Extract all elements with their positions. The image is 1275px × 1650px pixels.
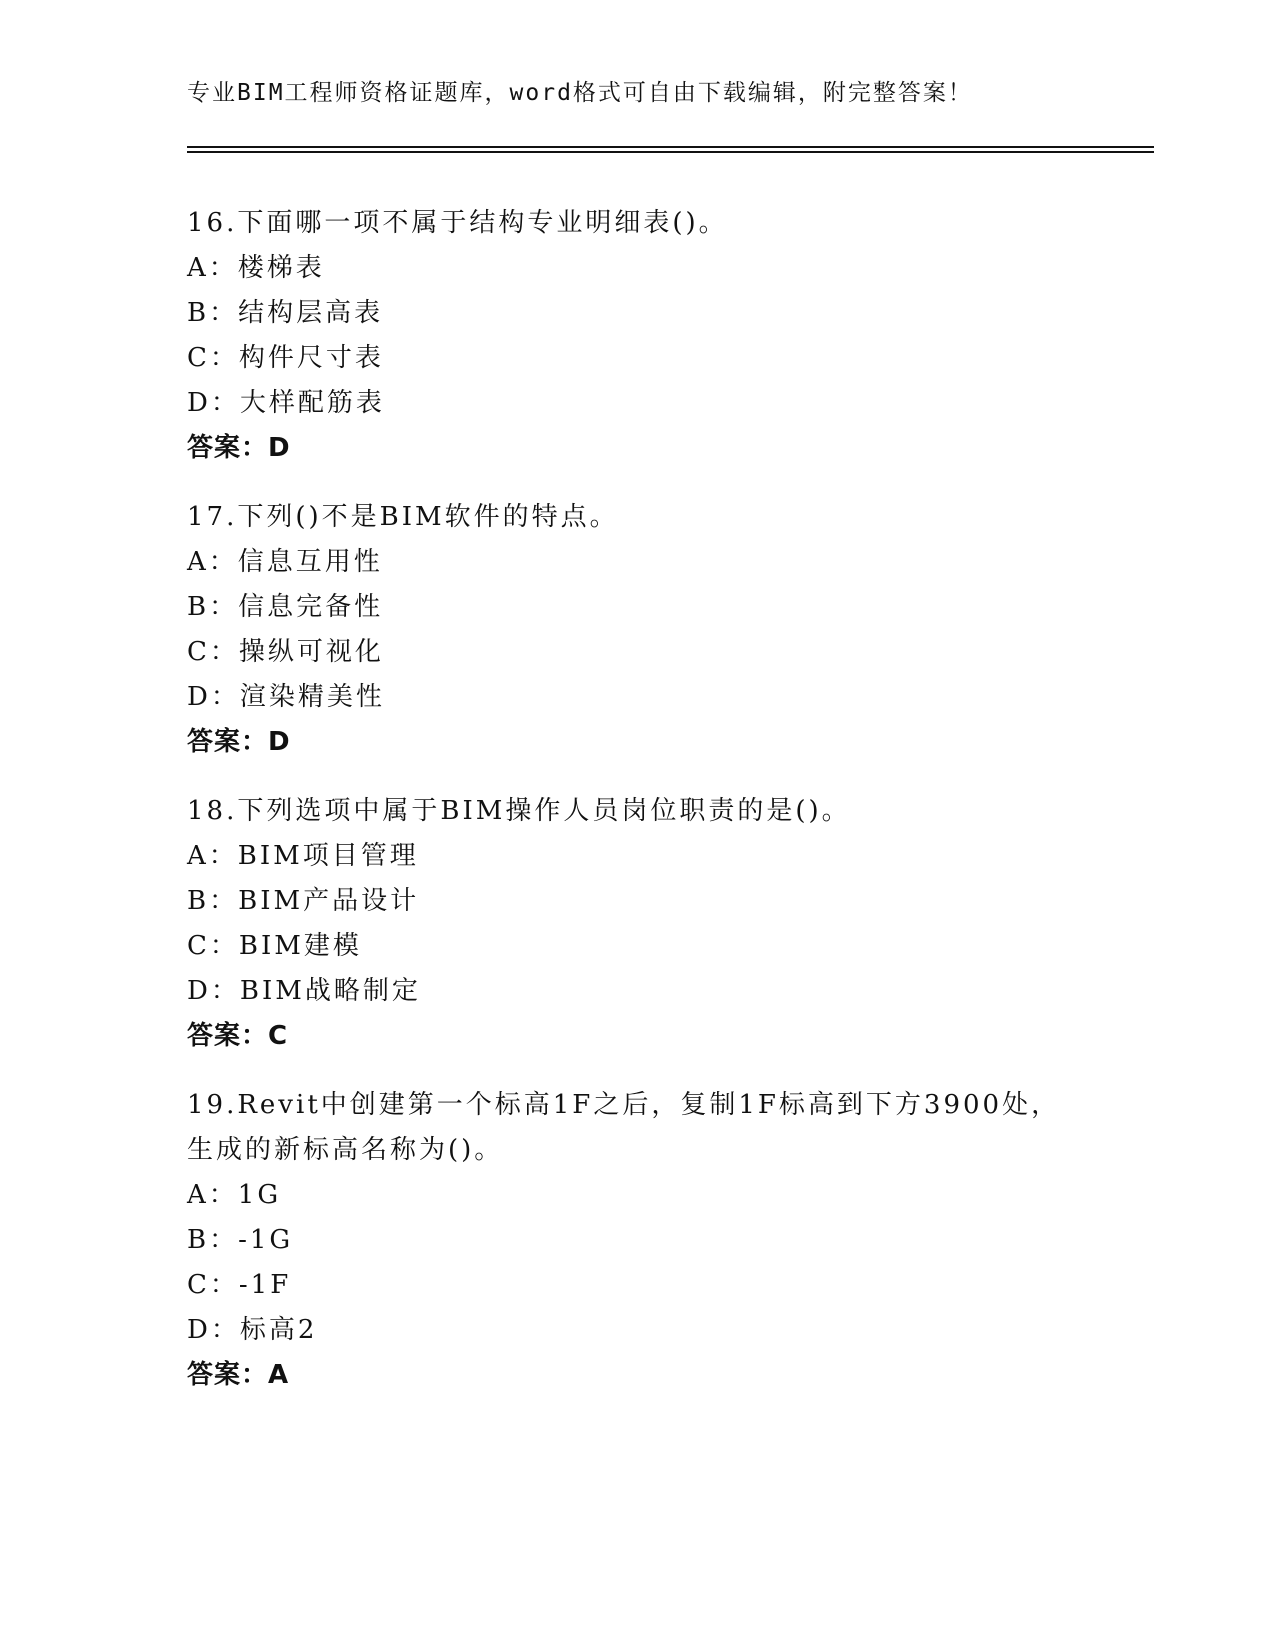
answer-line bbox=[187, 426, 1087, 471]
option-b: B：BIM产品设计 bbox=[187, 886, 420, 916]
option-a: A：BIM项目管理 bbox=[187, 841, 419, 871]
option-d: D：BIM战略制定 bbox=[187, 976, 421, 1006]
answer-value: C bbox=[268, 1021, 289, 1051]
option-b: B：结构层高表 bbox=[187, 298, 384, 328]
option-c: C：-1F bbox=[187, 1270, 292, 1300]
answer-label: 答案： bbox=[187, 1021, 269, 1051]
question-stem: 18.下列选项中属于BIM操作人员岗位职责的是()。 bbox=[187, 796, 851, 826]
option-a: A：信息互用性 bbox=[187, 547, 383, 577]
option-d: D：渲染精美性 bbox=[187, 682, 385, 712]
option-c: C：操纵可视化 bbox=[187, 637, 384, 667]
answer-value: D bbox=[268, 727, 291, 757]
option-d: D：大样配筋表 bbox=[187, 388, 385, 418]
option-a: A：1G bbox=[187, 1180, 282, 1210]
page-header: 专业BIM工程师资格证题库，word格式可自由下载编辑，附完整答案！ bbox=[187, 80, 973, 106]
question-list bbox=[187, 201, 1087, 1422]
option-c: C：构件尺寸表 bbox=[187, 343, 384, 373]
question-19 bbox=[187, 1083, 1087, 1398]
question-17 bbox=[187, 495, 1087, 765]
answer-label: 答案： bbox=[187, 727, 269, 757]
question-stem: 19.Revit中创建第一个标高1F之后，复制1F标高到下方3900处，生成的新标高名称为()。 bbox=[187, 1090, 1061, 1165]
option-b: B：-1G bbox=[187, 1225, 294, 1255]
answer-value: A bbox=[268, 1360, 290, 1390]
answer-value: D bbox=[268, 433, 291, 463]
answer-line bbox=[187, 1353, 1087, 1398]
answer-label: 答案： bbox=[187, 1360, 269, 1390]
question-18 bbox=[187, 789, 1087, 1059]
header-rule-bottom bbox=[187, 151, 1154, 153]
question-16 bbox=[187, 201, 1087, 471]
option-d: D：标高2 bbox=[187, 1315, 318, 1345]
question-stem: 17.下列()不是BIM软件的特点。 bbox=[187, 502, 619, 532]
question-stem: 16.下面哪一项不属于结构专业明细表()。 bbox=[187, 208, 728, 238]
option-a: A：楼梯表 bbox=[187, 253, 325, 283]
answer-label: 答案： bbox=[187, 433, 269, 463]
answer-line bbox=[187, 1014, 1087, 1059]
header-rule-top bbox=[187, 146, 1154, 148]
option-b: B：信息完备性 bbox=[187, 592, 384, 622]
answer-line bbox=[187, 720, 1087, 765]
option-c: C：BIM建模 bbox=[187, 931, 362, 961]
